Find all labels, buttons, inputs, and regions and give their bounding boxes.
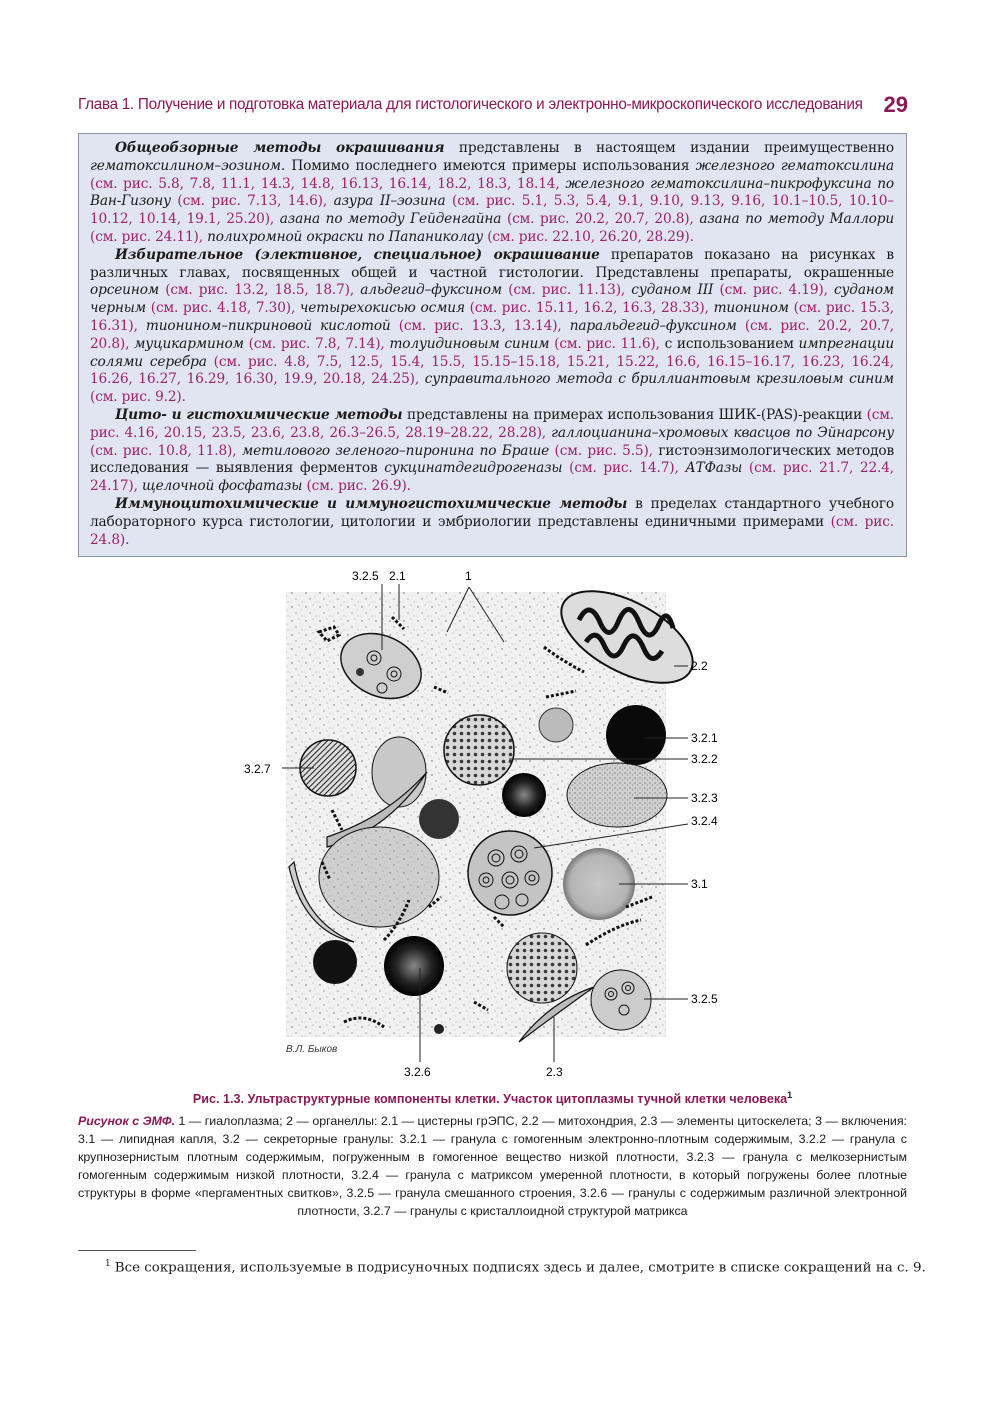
granule-dark bbox=[502, 773, 546, 817]
granule-coarse-3-2-2 bbox=[444, 715, 514, 785]
text-run: Иммуноцитохимические и иммуногистохимические методы bbox=[115, 495, 628, 512]
figure-caption-title: Рис. 1.3. Ультраструктурные компоненты клетки. Участок цитоплазмы тучной клетки человека$^1$ bbox=[192, 1090, 793, 1107]
text-run: сукцинатдегидрогеназы bbox=[384, 460, 563, 477]
granule-mixed-lower bbox=[591, 970, 651, 1030]
figure-reference: (см. рис. 5.5), bbox=[549, 442, 653, 459]
figure-reference: (см. рис. 10.8, 11.8), bbox=[90, 442, 237, 459]
staining-methods-box bbox=[78, 133, 907, 557]
text-run: галлоцианина–хромовых квасцов по Эйнарсону bbox=[545, 424, 894, 441]
figure-reference: (см. рис. 4.19), bbox=[713, 282, 828, 299]
text-run: суправитального метода с бриллиантовым крезиловым синим bbox=[419, 371, 894, 388]
figure-reference: (см. рис. 5.8, 7.8, 11.1, 14.3, 14.8, 16.13, 16.14, 18.2, 18.3, 18.14, bbox=[90, 175, 560, 192]
text-run: представлены на примерах использования ШИК-(PAS)-реакции bbox=[402, 406, 863, 423]
figure-reference: (см. рис. 11.6), bbox=[549, 335, 660, 352]
granule-dense-small bbox=[419, 799, 459, 839]
footnote: $^1$ Все сокращения, используемые в подрисуночных подписях здесь и далее, смотрите в списке сокращений на с. 9. bbox=[105, 1259, 926, 1276]
text-run: гистоэнзимологических методов исследования — выявления ферментов bbox=[90, 442, 894, 477]
small-dense-dot bbox=[434, 1024, 444, 1034]
text-run: железного гематоксилина bbox=[695, 157, 894, 174]
label-3-2-2: 3.2.2 bbox=[691, 752, 718, 766]
figure-reference: (см. рис. 13.3, 13.14), bbox=[390, 317, 562, 334]
figure-reference: (см. рис. 7.8, 7.14), bbox=[243, 335, 385, 352]
figure-reference: (см. рис. 9.2). bbox=[90, 389, 186, 406]
text-run: азура II–эозина bbox=[327, 193, 446, 210]
figure-reference: (см. рис. 15.11, 16.2, 16.3, 28.33), bbox=[464, 300, 709, 317]
figure-reference: (см. рис. 21.7, 22.4, 24.17), bbox=[90, 460, 894, 495]
figure-reference: (см. рис. 22.10, 26.20, 28.29). bbox=[483, 228, 694, 245]
text-run: импрегнации солями серебра bbox=[90, 335, 894, 370]
figure-reference: (см. рис. 13.2, 18.5, 18.7), bbox=[159, 282, 355, 299]
text-run: азана по методу Маллори bbox=[693, 211, 895, 228]
text-run: Помимо последнего имеются примеры использования bbox=[285, 157, 696, 174]
granule-scrolls-3-2-4 bbox=[468, 831, 552, 915]
paragraph-selective-methods bbox=[90, 247, 894, 407]
running-header bbox=[78, 92, 908, 122]
label-2-3: 2.3 bbox=[546, 1065, 563, 1079]
figure-drawing bbox=[234, 562, 774, 1082]
text-run: Цито- и гистохимические методы bbox=[115, 406, 403, 423]
small-granule bbox=[539, 708, 573, 742]
page-number: 29 bbox=[883, 92, 908, 117]
text-run: с использованием bbox=[659, 335, 799, 352]
figure-reference: (см. рис. 4.8, 7.5, 12.5, 15.4, 15.5, 15.15–15.18, 15.21, 15.22, 16.6, 16.15–16.17, 16.23, 16.24, 16.26, 16.27, 16.29, 16.30, 19.9, 20.18, 24.25), bbox=[90, 353, 894, 388]
label-1: 1 bbox=[465, 569, 472, 583]
granule-fine-3-2-3 bbox=[567, 763, 667, 827]
granule-dense-lower bbox=[313, 940, 357, 984]
text-run: суданом черным bbox=[90, 282, 894, 317]
text-run: полихромной окраски по Папаниколау bbox=[202, 228, 483, 245]
figure-reference: (см. рис. 15.3, 16.31), bbox=[90, 300, 894, 334]
figure-reference: (см. рис. 24.11), bbox=[90, 228, 203, 245]
footnote-mark: 1 bbox=[787, 1090, 793, 1100]
figure-reference: (см. рис. 4.18, 7.30), bbox=[146, 300, 296, 317]
granule-dense-3-2-1 bbox=[606, 705, 666, 765]
text-run: железного гематоксилина–пикрофуксина по Ван-Гизону bbox=[90, 175, 894, 210]
text-run: в пределах стандартного учебного лабораторного курса гистологии, цитологии и эмбриологии представлены единичными примерами bbox=[90, 495, 894, 530]
figure-reference: (см. рис. 14.7), bbox=[562, 460, 679, 477]
text-run: орсеином bbox=[90, 282, 159, 299]
figure-reference: (см. рис. 7.13, 14.6), bbox=[170, 193, 328, 210]
text-run: гематоксилином–эозином. bbox=[90, 157, 286, 174]
label-3-2-4: 3.2.4 bbox=[691, 814, 718, 828]
figure-reference: (см. рис. 11.13), bbox=[502, 282, 626, 299]
text-run: Избирательное (элективное, специальное) окрашивание bbox=[115, 246, 600, 263]
text-run: Общеобзорные методы окрашивания bbox=[115, 140, 445, 156]
figure-reference: (см. рис. 26.9). bbox=[302, 478, 411, 495]
text-run: альдегид–фуксином bbox=[354, 282, 502, 299]
figure-reference: (см. рис. 24.8). bbox=[90, 513, 894, 548]
chapter-title: Глава 1. Получение и подготовка материала для гистологического и электронно-микроскопического исследования bbox=[78, 96, 863, 113]
footnote-divider bbox=[78, 1250, 196, 1251]
paragraph-general-methods bbox=[90, 140, 894, 247]
label-2-2: 2.2 bbox=[691, 659, 708, 673]
figure-caption-text bbox=[78, 1112, 907, 1220]
granule-coarse-lower bbox=[507, 933, 577, 1003]
label-3-2-7: 3.2.7 bbox=[244, 762, 271, 776]
granule-light bbox=[372, 737, 426, 807]
label-3-1: 3.1 bbox=[691, 877, 708, 891]
cell-ultrastructure-figure bbox=[234, 562, 774, 1082]
figure-reference: (см. рис. 20.2, 20.7, 20.8), bbox=[501, 211, 694, 228]
text-run: суданом III bbox=[625, 282, 714, 299]
label-2-1: 2.1 bbox=[389, 569, 406, 583]
text-run: толуидиновым синим bbox=[384, 335, 550, 352]
text-run: четырехокисью осмия bbox=[295, 300, 465, 317]
paragraph-histochemical-methods bbox=[90, 407, 894, 496]
label-3-2-1: 3.2.1 bbox=[691, 731, 718, 745]
figure-reference: (см. рис. 5.1, 5.3, 5.4, 9.1, 9.10, 9.13, 9.16, 10.1–10.5, 10.10–10.12, 10.14, 19.1, 25.20), bbox=[90, 193, 895, 228]
text-run: представлены в настоящем издании преимущественно bbox=[444, 140, 895, 156]
text-run: муцикармином bbox=[129, 335, 244, 352]
label-3-2-5: 3.2.5 bbox=[352, 569, 379, 583]
label-3-2-5-lower: 3.2.5 bbox=[691, 992, 718, 1006]
text-run: паральдегид–фуксином bbox=[561, 317, 737, 334]
label-3-2-6: 3.2.6 bbox=[404, 1065, 431, 1079]
caption-lead: Рисунок с ЭМФ. bbox=[78, 1114, 176, 1128]
text-run: щелочной фосфатазы bbox=[137, 478, 303, 495]
paragraph-immuno-methods bbox=[90, 496, 894, 549]
figure-reference: (см. рис. 20.2, 20.7, 20.8), bbox=[90, 317, 894, 352]
text-run: препаратов показано на рисунках в различных главах, посвященных общей и частной гистологии. Представлены препараты, окрашенные bbox=[90, 246, 894, 281]
text-run: тионином–пикриновой кислотой bbox=[137, 317, 391, 334]
caption-body: 1 — гиалоплазма; 2 — органеллы: 2.1 — цистерны грЭПС, 2.2 — митохондрия, 2.3 — элементы цитоскелета; 3 — включения: 3.1 — липидная капля, 3.2 — секреторные гранулы: 3.2.1 — гранула с гомогенным электронно-плотным содержимым, 3.2.2 — гранула с крупнозернистым плотным содержимым, погруженным в гомогенное вещество низкой плотности, 3.2.3 — гранула с мелкозернистым гомогенным содержимым низкой плотности, 3.2.4 — гранула с матриксом умеренной плотности, в который погружены более плотные структуры в форме «пергаментных свитков», 3.2.5 — гранула смешанного строения, 3.2.6 — гранулы с содержимым различной электронной плотности, 3.2.7 — гранулы с кристаллоидной структурой матрикса bbox=[78, 1114, 907, 1218]
text-run: тионином bbox=[708, 300, 789, 317]
text-run: метилового зеленого–пиронина по Браше bbox=[236, 442, 550, 459]
text-run: азана по методу Гейденгайна bbox=[274, 211, 502, 228]
figure-reference: (см. рис. 4.16, 20.15, 23.5, 23.6, 23.8, 26.3–26.5, 28.19–28.22, 28.28), bbox=[90, 406, 894, 441]
label-3-2-3: 3.2.3 bbox=[691, 791, 718, 805]
artist-signature: В.Л. Быков bbox=[286, 1044, 338, 1055]
text-run: АТФазы bbox=[678, 460, 743, 477]
granule-variable-3-2-6 bbox=[384, 936, 444, 996]
